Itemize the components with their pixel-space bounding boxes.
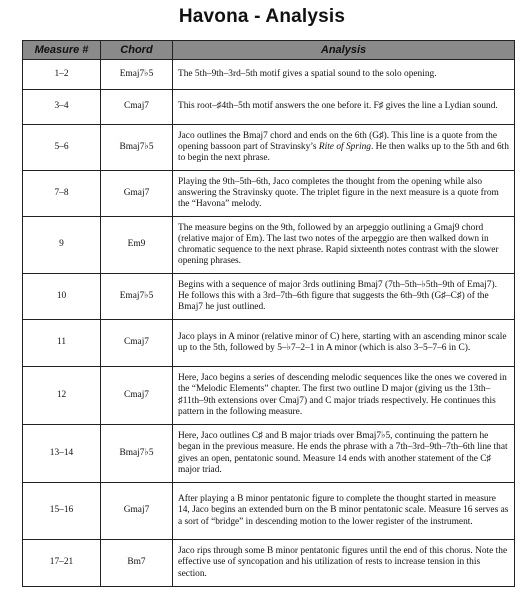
chord-cell: Bmaj7♭5 [101,425,173,483]
chord-cell: Cmaj7 [101,90,173,125]
table-row [23,483,515,540]
analysis-cell: Begins with a sequence of major 3rds outlining Bmaj7 (7th–5th–♭5th–9th of Emaj7). He follows this with a 3rd–7th–6th figure that suggests the 6th–9th (G♯–C♯) of the Bmaj7 he just outlined. [173,274,515,320]
analysis-cell: Jaco plays in A minor (relative minor of C) here, starting with an ascending minor scale up to the 5th, followed by 5–♭7–2–1 in A minor (which is also 3–5–7–6 in C). [173,320,515,367]
analysis-cell: The 5th–9th–3rd–5th motif gives a spatial sound to the solo opening. [173,60,515,90]
analysis-cell: Playing the 9th–5th–6th, Jaco completes the thought from the opening while also answering the Stravinsky quote. The triplet figure in the next measure is a quote from the “Havona” melody. [173,171,515,217]
measure-cell: 17–21 [23,540,101,587]
table-row [23,540,515,587]
chord-cell: Em9 [101,217,173,274]
chord-cell: Bmaj7♭5 [101,125,173,171]
header-analysis: Analysis [173,41,515,60]
table-body [23,60,515,587]
measure-cell: 1–2 [23,60,101,90]
header-chord: Chord [101,41,173,60]
table-row [23,367,515,425]
table-row [23,125,515,171]
chord-cell: Gmaj7 [101,171,173,217]
table-row [23,320,515,367]
chord-cell: Emaj7♭5 [101,60,173,90]
analysis-cell: This root–♯4th–5th motif answers the one before it. F♯ gives the line a Lydian sound. [173,90,515,125]
analysis-table [22,40,515,587]
measure-cell: 13–14 [23,425,101,483]
analysis-cell: Here, Jaco outlines C♯ and B major triads over Bmaj7♭5, continuing the pattern he began in the previous measure. He ends the phrase with a 7th–3rd–9th–7th–6th line that gives an open, pentatonic sound. Measure 14 ends with another statement of the C♯ major triad. [173,425,515,483]
analysis-cell: Here, Jaco begins a series of descending melodic sequences like the ones we covered in the “Melodic Elements” chapter. The first two outline D major (giving us the 13th–♯11th–9th extensions over Cmaj7) and C major triads respectively. He continues this pattern in the following measure. [173,367,515,425]
measure-cell: 3–4 [23,90,101,125]
measure-cell: 9 [23,217,101,274]
table-row [23,425,515,483]
chord-cell: Bm7 [101,540,173,587]
header-measure: Measure # [23,41,101,60]
table-row [23,60,515,90]
chord-cell: Cmaj7 [101,320,173,367]
analysis-cell: The measure begins on the 9th, followed by an arpeggio outlining a Gmaj9 chord (relative major of Em). The last two notes of the arpeggio are then walked down in chromatic sequence to the next phrase. Rapid sixteenth notes contrast with the slower opening phrases. [173,217,515,274]
analysis-cell: Jaco outlines the Bmaj7 chord and ends on the 6th (G♯). This line is a quote from the opening bassoon part of Stravinsky’s Rite of Spring. He then walks up to the 5th and 6th to begin the next phrase. [173,125,515,171]
chord-cell: Emaj7♭5 [101,274,173,320]
table-row [23,171,515,217]
analysis-cell: After playing a B minor pentatonic figure to complete the thought started in measure 14, Jaco begins an extended burn on the B minor pentatonic scale. Measure 16 serves as a sort of “bridge” in descending motion to the lower register of the instrument. [173,483,515,540]
measure-cell: 7–8 [23,171,101,217]
analysis-cell: Jaco rips through some B minor pentatonic figures until the end of this chorus. Note the effective use of syncopation and his utilization of rests to increase tension in this section. [173,540,515,587]
chord-cell: Cmaj7 [101,367,173,425]
work-title: Rite of Spring [318,141,371,152]
measure-cell: 10 [23,274,101,320]
table-row [23,217,515,274]
measure-cell: 15–16 [23,483,101,540]
measure-cell: 11 [23,320,101,367]
measure-cell: 12 [23,367,101,425]
chord-cell: Gmaj7 [101,483,173,540]
table-row [23,90,515,125]
page-title: Havona - Analysis [178,6,346,27]
header-row [23,41,515,60]
table-row [23,274,515,320]
measure-cell: 5–6 [23,125,101,171]
